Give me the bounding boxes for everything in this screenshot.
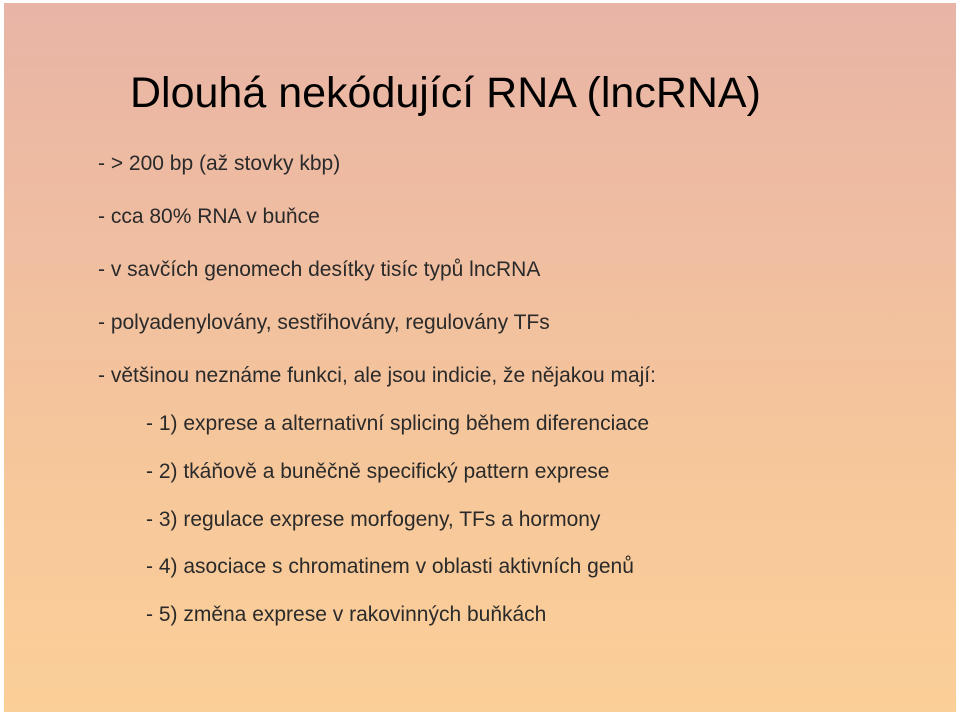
sub-bullet-item: - 1) exprese a alternativní splicing během diferenciace xyxy=(146,412,650,435)
slide-title: Dlouhá nekódující RNA (lncRNA) xyxy=(130,69,761,117)
slide xyxy=(4,3,956,712)
bullet-item: - většinou neznáme funkci, ale jsou indicie, že nějakou mají: xyxy=(98,364,656,387)
bullet-item: - > 200 bp (až stovky kbp) xyxy=(98,152,341,175)
bullet-item: - polyadenylovány, sestřihovány, regulovány TFs xyxy=(98,311,550,334)
sub-bullet-item: - 2) tkáňově a buněčně specifický pattern exprese xyxy=(146,460,610,483)
sub-bullet-item: - 4) asociace s chromatinem v oblasti aktivních genů xyxy=(146,555,634,578)
bullet-item: - v savčích genomech desítky tisíc typů lncRNA xyxy=(98,258,541,281)
sub-bullet-item: - 3) regulace exprese morfogeny, TFs a hormony xyxy=(146,508,601,531)
bullet-item: - cca 80% RNA v buňce xyxy=(98,205,320,228)
sub-bullet-item: - 5) změna exprese v rakovinných buňkách xyxy=(146,603,547,626)
